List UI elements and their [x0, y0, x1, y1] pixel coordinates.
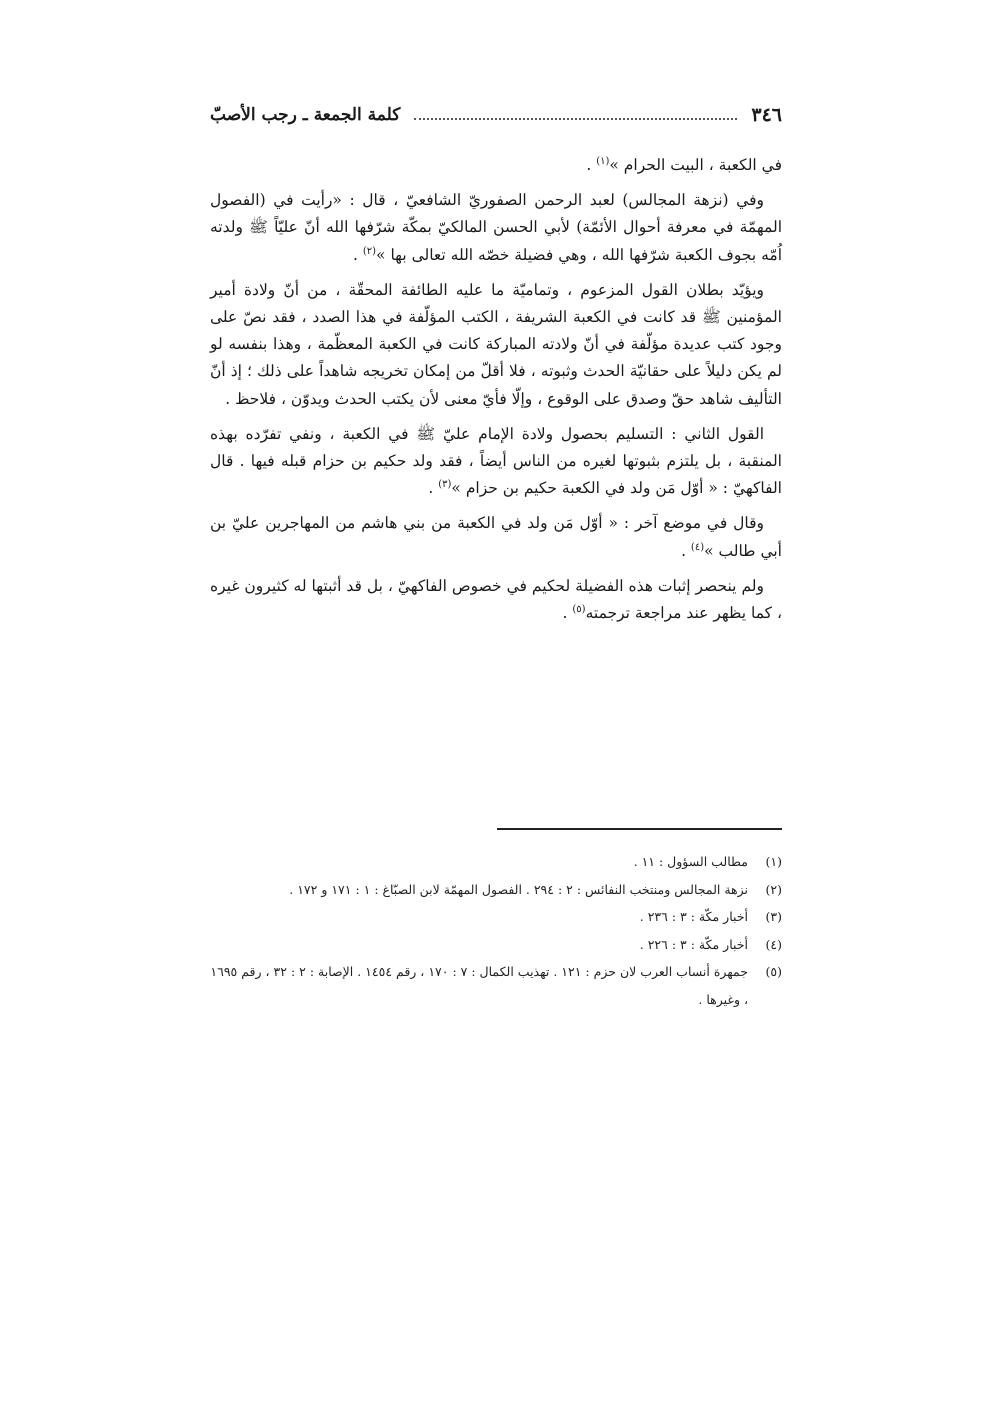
paragraph-3: ويؤيّد بطلان القول المزعوم ، وتماميّة ما عليه الطائفة المحقّة ، من أنّ ولادة أمير المؤمنين ﷺ قد كانت في الكعبة الشريفة ، الكتب المؤلّفة في هذا الصدد ، فقد نصّ على وجود كتب عديدة مؤلّفة في أنّ ولادته المباركة كانت في الكعبة المعظّمة ، وهذا بنفسه لو لم يكن دليلاً على حقانيّة الحدث وثبوته ، فلا أقلّ من إمكان تخريجه شاهداً على ذلك ؛ إذ أنّ التأليف شاهد حقّ وصدق على الوقوع ، وإلّا فأيّ معنى لأن يكتب الحدث ويدوّن ، فلاحظ .: [210, 280, 782, 408]
footnote-ref-4[interactable]: (٤): [690, 541, 705, 553]
footnote-3: (٣) أخبار مكّة : ٣ : ٢٣٦ .: [639, 909, 782, 924]
footnotes: [210, 848, 782, 1013]
running-title: كلمة الجمعة ـ رجب الأصبّ: [210, 105, 401, 125]
paragraph-5: وقال في موضع آخر : « أوّل مَن ولد في الكعبة من بني هاشم من المهاجرين عليّ بن أبي طالب »$^{(٤)}$ .: [210, 514, 782, 560]
footnote-1: (١) مطالب السؤول : ١١ .: [633, 854, 782, 869]
page-number: ٣٤٦: [751, 104, 782, 126]
footnote-ref-5[interactable]: (٥): [572, 603, 586, 615]
paragraph-6: ولم ينحصر إثبات هذه الفضيلة لحكيم في خصوص الفاكهيّ ، بل قد أثبتها له كثيرون غيره ، كما يظهر عند مراجعة ترجمته$^{(٥)}$ .: [210, 576, 782, 623]
footnote-5: (٥) جمهرة أنساب العرب لان حزم : ١٢١ . تهذيب الكمال : ٧ : ١٧٠ ، رقم ١٤٥٤ . الإصابة : ٢ : ٣٢ ، رقم ١٦٩٥ ، وغيرها .: [210, 964, 782, 1007]
footnote-4: (٤) أخبار مكّة : ٣ : ٢٢٦ .: [639, 936, 782, 952]
main-text: [210, 152, 782, 635]
page-header: [210, 100, 782, 130]
footnote-divider: [497, 828, 782, 830]
footnote-ref-3[interactable]: (٣): [438, 479, 452, 491]
footnote-2: (٢) نزهة المجالس ومنتخب النفائس : ٢ : ٢٩٤ . الفصول المهمّة لابن الصبّاغ : ١ : ١٧١ و ١٧٢ .: [289, 881, 782, 897]
footnote-ref-1[interactable]: (١): [596, 155, 610, 167]
dotted-leader: [414, 118, 737, 120]
paragraph-1: في الكعبة ، البيت الحرام »$^{(١)}$ .: [586, 155, 782, 174]
footnote-ref-2[interactable]: (٢): [362, 245, 377, 257]
paragraph-2: وفي (نزهة المجالس) لعبد الرحمن الصفوريّ الشافعيّ ، قال : «رأيت في (الفصول المهمّة في معرفة أحوال الأئمّة) لأبي الحسن المالكيّ بمكّة شرّفها الله أنّ عليّاً ﷺ ولدته اُمّه بجوف الكعبة شرّفها الله ، وهي فضيلة خصّه الله تعالى بها »$^{(٢)}$ .: [210, 191, 782, 264]
paragraph-4: القول الثاني : التسليم بحصول ولادة الإمام عليّ ﷺ في الكعبة ، ونفي تفرّده بهذه المنقبة ، بل يلتزم بثبوتها لغيره من الناس أيضاً ، فقد ولد حكيم بن حزام قبله فيها . قال الفاكهيّ : « أوّل مَن ولد في الكعبة حكيم بن حزام »$^{(٣)}$ .: [210, 424, 782, 498]
